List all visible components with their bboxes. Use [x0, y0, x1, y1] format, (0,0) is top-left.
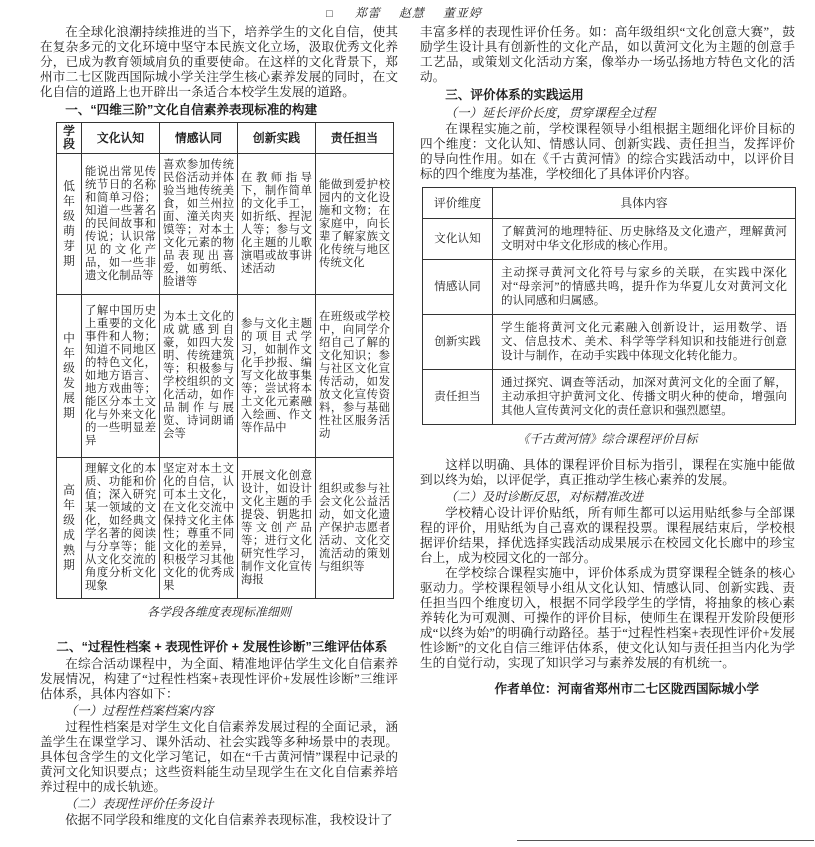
evaluation-table-header-row — [423, 188, 796, 219]
closing-paragraph: 在学校综合课程实施中，评价体系成为贯穿课程全链条的核心驱动力。学校课程领导小组从文化认知、情感认同、创新实践、责任担当四个维度切入，根据不同学段学生的学情，将抽象的核心素养转化为可观测、可操作的评价目标，使师生在课程开发阶段便形成“以终为始”的明确行动路径。基于“过程性档案+表现性评价+发展性诊断”的文化自信三维评估体系，使文化认知与责任担当内化为学生的自觉行动，实现了知识学习与素养发展的有机统一。 — [420, 566, 795, 670]
table-row — [423, 370, 796, 425]
section-1-heading: 一、“四维三阶”文化自信素养表现标准的构建 — [65, 103, 318, 117]
column-header: 创新实践 — [238, 123, 316, 154]
section-3-heading: 三、评价体系的实践运用 — [445, 88, 584, 102]
column-header: 情感认同 — [160, 123, 238, 154]
subsection-heading: （二）及时诊断反思，对标精准改进 — [444, 490, 644, 504]
intro-paragraph: 在全球化浪潮持续推进的当下，培养学生的文化自信，使其在复杂多元的文化环境中坚守本民族文化立场，汲取优秀文化养分，已成为教育领域肩负的重要使命。在这样的文化背景下，郑州市二七区陇西国际城小学关注学生核心素养发展的同时，在文化自信的道路上也开辟出一条适合本校学生发展的道路。 — [40, 25, 398, 99]
table-row — [423, 260, 796, 315]
section-2-intro: 在综合活动课程中，为全面、精准地评估学生文化自信素养发展情况，构建了“过程性档案+表现性评价+发展性诊断”三维评估体系，具体内容如下： — [40, 657, 398, 701]
table-row — [57, 458, 394, 599]
table-cell: 通过探究、调查等活动，加深对黄河文化的全面了解，主动承担守护黄河文化、传播文明火种的使命，增强向其他人宣传黄河文化的责任意识和强烈愿望。 — [493, 370, 796, 425]
table-cell: 坚定对本土文化的自信，认可本土文化，在文化交流中保持文化主体性；尊重不同文化的差异，积极学习其他文化的优秀成果 — [160, 458, 238, 599]
table-cell: 学生能将黄河文化元素融入创新设计，运用数学、语文、信息技术、美术、科学等学科知识和技能进行创意设计与制作，在动手实践中体现文化转化能力。 — [493, 315, 796, 370]
subsection-heading: （二）表现性评价任务设计 — [64, 797, 214, 811]
goal-guidance-paragraph: 这样以明确、具体的课程评价目标为指引，课程在实施中能做到以终为始，以评促学，真正推动学生核心素养的发展。 — [420, 458, 795, 487]
dimension-cell: 责任担当 — [423, 370, 493, 425]
footer-rule — [517, 840, 814, 841]
table-row — [57, 295, 394, 458]
stage-cell: 高年级成熟期 — [57, 458, 82, 599]
dimension-cell: 情感认同 — [423, 260, 493, 315]
left-column — [40, 25, 398, 828]
table-cell: 能说出常见传统节日的名称和简单习俗；知道一些著名的民间故事和传说；认识常见的文化产品，如一些非遗文化制品等 — [82, 154, 160, 295]
stage-cell: 中年级发展期 — [57, 295, 82, 458]
column-header: 责任担当 — [316, 123, 394, 154]
table-cell: 组织或参与社会文化公益活动，如文化遗产保护志愿者活动、文化交流活动的策划与组织等 — [316, 458, 394, 599]
dimension-cell: 创新实践 — [423, 315, 493, 370]
sticker-evaluation-paragraph: 学校精心设计评价贴纸，所有师生都可以运用贴纸参与全部课程的评价，用贴纸为自己喜欢的课程投票。课程展结束后，学校根据评价结果，择优选择实践活动成果展示在校园文化长廊中的珍宝台上，成为校园文化的一部分。 — [420, 506, 795, 565]
table-cell: 为本土文化的成就感到自豪，如四大发明、传统建筑等；积极参与学校组织的文化活动，如作品制作与展览、诗词朗诵会等 — [160, 295, 238, 458]
standards-table-header-row — [57, 123, 394, 154]
page-header — [0, 4, 815, 21]
section-2-heading: 二、“过程性档案 + 表现性评价 + 发展性诊断”三维评估体系 — [56, 640, 388, 654]
author-name: 董亚婷 — [442, 6, 482, 20]
table-cell: 在教师指导下，制作简单的文化手工，如折纸、捏泥人等；参与文化主题的儿歌演唱或故事讲述活动 — [238, 154, 316, 295]
dimension-cell: 文化认知 — [423, 219, 493, 260]
subsection-heading: （一）延长评价长度，贯穿课程全过程 — [444, 106, 656, 120]
continuation-paragraph: 丰富多样的表现性评价任务。如：高年级组织“文化创意大赛”，鼓励学生设计具有创新性的文化产品，如以黄河文化为主题的创意手工艺品，或策划文化活动方案，像举办一场弘扬地方特色文化的活动。 — [420, 25, 795, 84]
right-column — [420, 25, 795, 710]
table2-caption: 《千古黄河情》综合课程评价目标 — [517, 432, 698, 446]
archive-content-paragraph: 过程性档案是对学生文化自信素养发展过程的全面记录，涵盖学生在课堂学习、课外活动、社会实践等多种场景中的表现。具体包含学生的文化学习笔记，如在“千古黄河情”课程中记录的黄河文化知识要点；这些资料能生动呈现学生在文化自信素养培养过程中的成长轨迹。 — [40, 720, 398, 794]
column-header: 文化认知 — [82, 123, 160, 154]
evaluation-dimensions-paragraph: 在课程实施之前，学校课程领导小组根据主题细化评价目标的四个维度：文化认知、情感认同、创新实践、责任担当，发挥评价的导向性作用。如在《千古黄河情》的综合实践活动中，以评价目标的四个维度为基准，学校细化了具体评价内容。 — [420, 122, 795, 181]
table-cell: 在班级或学校中，向同学介绍自己了解的文化知识；参与社区文化宣传活动，如发放文化宣传资料，参与基础性社区服务活动 — [316, 295, 394, 458]
author-marker-square-icon: □ — [326, 8, 334, 20]
stage-cell: 低年级萌芽期 — [57, 154, 82, 295]
column-header: 评价维度 — [423, 188, 493, 219]
author-name: 郑蕾 — [354, 6, 381, 20]
subsection-heading: （一）过程性档案档案内容 — [64, 704, 214, 718]
table-cell: 喜欢参加传统民俗活动并体验当地传统美食，如兰州拉面、潼关肉夹馍等；对本土文化元素的物品表现出喜爱，如剪纸、脸谱等 — [160, 154, 238, 295]
table-row — [57, 154, 394, 295]
evaluation-table — [422, 187, 796, 425]
column-header: 学段 — [57, 123, 82, 154]
table-cell: 主动探寻黄河文化符号与家乡的关联，在实践中深化对“母亲河”的情感共鸣，提升作为华夏儿女对黄河文化的认同感和归属感。 — [493, 260, 796, 315]
author-name: 赵慧 — [398, 6, 425, 20]
standards-table — [56, 122, 394, 599]
author-affiliation: 作者单位：河南省郑州市二七区陇西国际城小学 — [494, 682, 759, 696]
table-cell: 理解文化的本质、功能和价值；深入研究某一领域的文化，如经典文学名著的阅读与分享等；能从文化交流的角度分析文化现象 — [82, 458, 160, 599]
table-cell: 开展文化创意设计，如设计文化主题的手提袋、钥匙扣等文创产品等；进行文化研究性学习，制作文化宣传海报 — [238, 458, 316, 599]
table-cell: 参与文化主题的项目式学习，如制作文化手抄报、编写文化故事集等；尝试将本土文化元素融入绘画、作文等作品中 — [238, 295, 316, 458]
column-header: 具体内容 — [493, 188, 796, 219]
table-cell: 了解中国历史上重要的文化事件和人物；知道不同地区的特色文化，如地方语言、地方戏曲等；能区分本土文化与外来文化的一些明显差异 — [82, 295, 160, 458]
table-row — [423, 219, 796, 260]
table-cell: 了解黄河的地理特征、历史脉络及文化遗产，理解黄河文明对中华文化形成的核心作用。 — [493, 219, 796, 260]
table-cell: 能做到爱护校园内的文化设施和文物；在家庭中，向长辈了解家族文化传统与地区传统文化 — [316, 154, 394, 295]
table-row — [423, 315, 796, 370]
table1-caption: 各学段各维度表现标准细则 — [146, 605, 291, 619]
task-design-paragraph: 依据不同学段和维度的文化自信素养表现标准，我校设计了 — [65, 813, 393, 827]
